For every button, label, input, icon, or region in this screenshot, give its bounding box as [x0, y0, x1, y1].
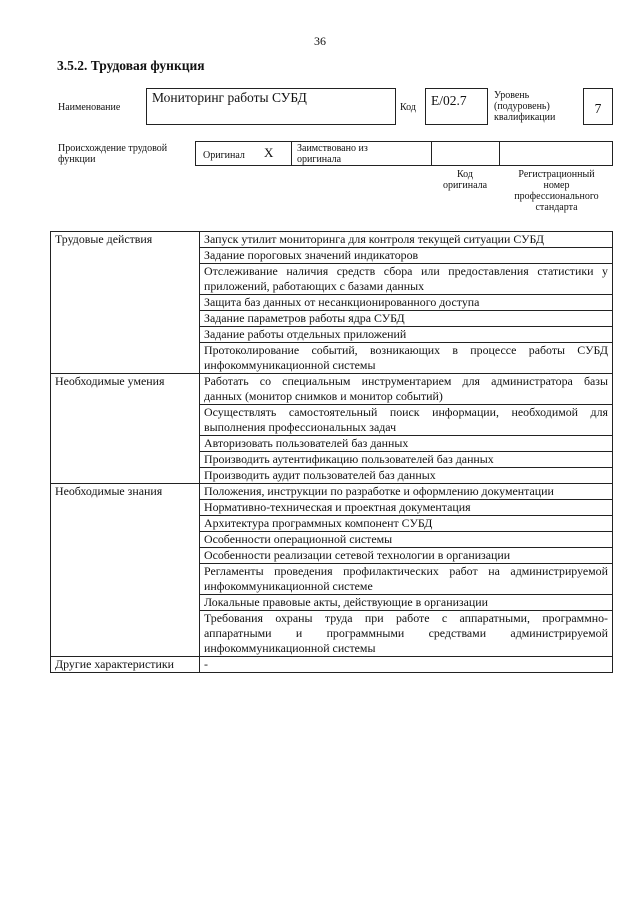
cell-line: инфокоммуникационной системы [204, 641, 376, 655]
code-label: Код [400, 102, 416, 113]
cell-line: Требования охраны труда при работе с аппаратными, программно- [204, 611, 608, 625]
table-cell: Производить аудит пользователей баз данных [200, 468, 613, 484]
table-cell: Архитектура программных компонент СУБД [200, 516, 613, 532]
table-cell: - [200, 657, 613, 673]
origin-label-line: функции [58, 154, 96, 165]
code-value: E/02.7 [425, 88, 488, 125]
function-table [50, 231, 613, 673]
table-cell: Авторизовать пользователей баз данных [200, 436, 613, 452]
category-cell: Необходимые умения [51, 374, 200, 484]
table-cell [200, 264, 613, 295]
page-number: 36 [314, 34, 326, 48]
original-label: Оригинал [203, 150, 245, 161]
cell-line: Отслеживание наличия средств сбора или предоставления статистики у [204, 264, 608, 278]
table-cell: Особенности реализации сетевой технологии в организации [200, 548, 613, 564]
table-cell: Задание параметров работы ядра СУБД [200, 311, 613, 327]
level-label-line: (подуровень) [494, 101, 550, 112]
divider [431, 141, 432, 166]
table-cell: Задание пороговых значений индикаторов [200, 248, 613, 264]
borrowed-label-line: Заимствовано из [297, 143, 368, 154]
registration-caption [500, 169, 613, 213]
borrowed-label-line: оригинала [297, 154, 342, 165]
caption-line: стандарта [535, 202, 578, 213]
table-cell: Локальные правовые акты, действующие в организации [200, 595, 613, 611]
table-cell [200, 405, 613, 436]
table-cell: Защита баз данных от несанкционированного доступа [200, 295, 613, 311]
table-cell [200, 343, 613, 374]
table-cell: Запуск утилит мониторинга для контроля текущей ситуации СУБД [200, 232, 613, 248]
table-cell: Нормативно-техническая и проектная документация [200, 500, 613, 516]
cell-line: Регламенты проведения профилактических работ на администрируемой [204, 564, 608, 578]
name-label: Наименование [58, 102, 121, 113]
origin-label [58, 143, 167, 165]
cell-line: Работать со специальным инструментарием для администратора базы [204, 374, 608, 388]
divider [499, 141, 500, 166]
table-row [51, 232, 613, 248]
borrowed-label [297, 143, 368, 165]
level-label-line: квалификации [494, 112, 556, 123]
level-label [494, 90, 555, 123]
cell-line: данных (монитор снимков и монитор событий) [204, 389, 443, 403]
table-cell [200, 374, 613, 405]
table-cell [200, 611, 613, 657]
category-cell: Трудовые действия [51, 232, 200, 374]
category-cell: Другие характеристики [51, 657, 200, 673]
caption-line: оригинала [442, 180, 488, 191]
table-cell: Особенности операционной системы [200, 532, 613, 548]
origin-row [195, 141, 613, 166]
origin-label-line: Происхождение трудовой [58, 143, 168, 154]
table-row [51, 374, 613, 405]
code-original-caption [431, 169, 499, 191]
function-name-value: Мониторинг работы СУБД [146, 88, 396, 125]
caption-line: профессионального [514, 191, 599, 202]
caption-line: Регистрационный [518, 169, 595, 180]
table-cell: Положения, инструкции по разработке и оформлению документации [200, 484, 613, 500]
cell-line: Протоколирование событий, возникающих в процессе работы СУБД [204, 343, 608, 357]
cell-line: инфокоммуникационной системы [204, 358, 376, 372]
table-cell [200, 564, 613, 595]
table-row [51, 484, 613, 500]
cell-line: выполнения профессиональных задач [204, 420, 397, 434]
original-mark: X [264, 145, 274, 160]
category-cell: Необходимые знания [51, 484, 200, 657]
table-row [51, 657, 613, 673]
cell-line: аппаратными и программными средствами администрируемой [204, 626, 608, 640]
level-label-line: Уровень [494, 90, 530, 101]
table-cell: Производить аутентификацию пользователей баз данных [200, 452, 613, 468]
divider [291, 141, 292, 166]
table-cell: Задание работы отдельных приложений [200, 327, 613, 343]
cell-line: инфокоммуникационной системе [204, 579, 373, 593]
cell-line: приложений, работающих с базами данных [204, 279, 425, 293]
cell-line: Осуществлять самостоятельный поиск информации, необходимой для [204, 405, 608, 419]
section-title: 3.5.2. Трудовая функция [57, 58, 205, 73]
level-value: 7 [583, 88, 613, 125]
caption-line: номер [543, 180, 570, 191]
caption-line: Код [457, 169, 473, 180]
